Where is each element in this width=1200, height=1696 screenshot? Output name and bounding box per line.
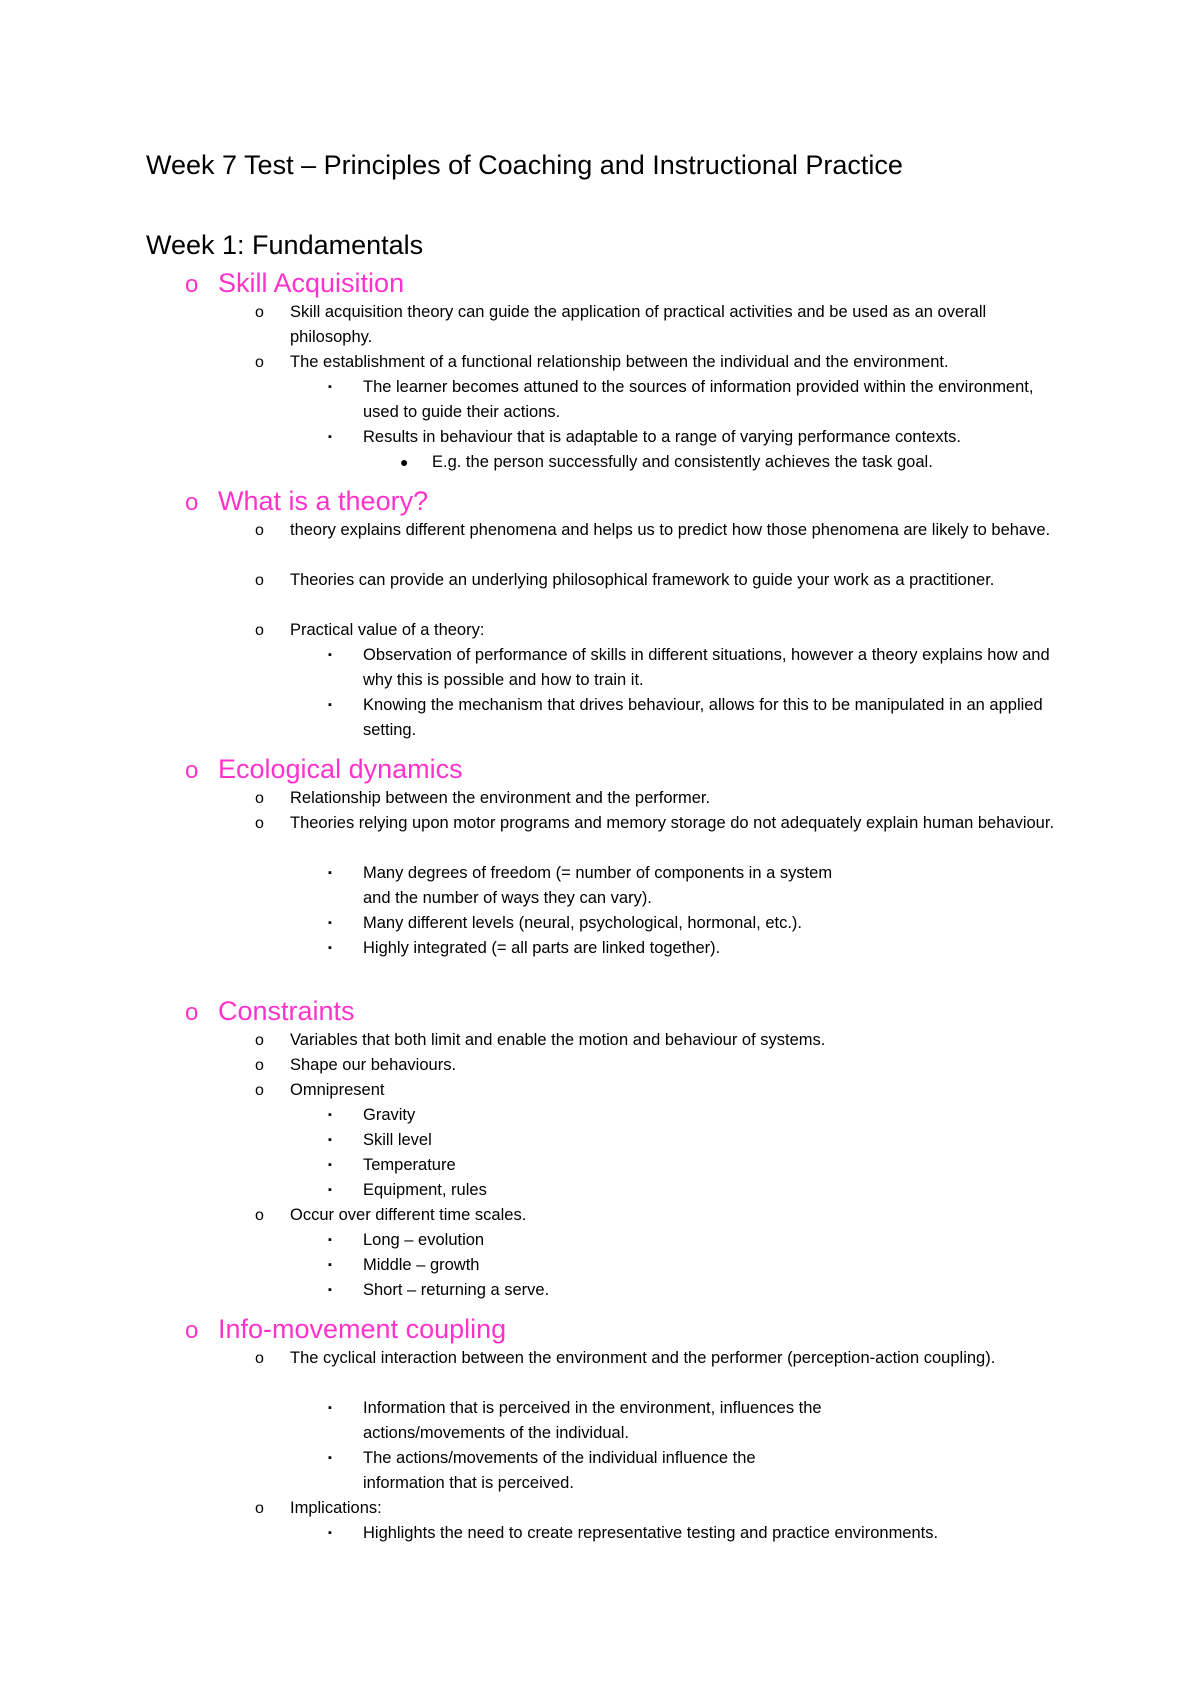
square-bullet-icon: ▪ [328,1259,332,1271]
list-item [0,1396,1200,1446]
item-text: Relationship between the environment and the performer. [290,789,711,807]
square-bullet-icon: ▪ [328,699,332,711]
section-heading [0,484,1200,518]
section-skill-acquisition [0,266,1200,475]
item-text: The establishment of a functional relationship between the individual and the environment. [290,353,949,371]
item-text: Many degrees of freedom (= number of components in a system and the number of ways they can vary). [363,864,833,907]
hollow-bullet-icon: o [255,572,264,589]
item-text: Highlights the need to create representative testing and practice environments. [363,1524,939,1542]
item-text: Implications: [290,1499,382,1517]
item-text: Variables that both limit and enable the motion and behaviour of systems. [290,1031,826,1049]
item-text: E.g. the person successfully and consistently achieves the task goal. [432,453,933,471]
square-bullet-icon: ▪ [328,381,332,393]
square-bullet-icon: ▪ [328,649,332,661]
hollow-bullet-icon: o [255,304,264,321]
list-item [0,375,1200,425]
item-text: Occur over different time scales. [290,1206,527,1224]
list-item [0,811,1200,861]
hollow-bullet-icon: o [255,1207,264,1224]
hollow-bullet-icon: o [255,1082,264,1099]
item-text: Highly integrated (= all parts are linked together). [363,939,721,957]
section-what-is-a-theory [0,484,1200,743]
square-bullet-icon: ▪ [328,1527,332,1539]
list-item [0,1128,1200,1153]
item-text: Information that is perceived in the environment, influences the actions/movements of the individual. [363,1399,822,1442]
section-heading [0,1312,1200,1346]
item-text: Equipment, rules [363,1181,487,1199]
list-item [0,786,1200,811]
section-heading [0,994,1200,1028]
week-heading: Week 1: Fundamentals [146,230,424,260]
list-item [0,568,1200,618]
list-item [0,1153,1200,1178]
square-bullet-icon: ▪ [328,1109,332,1121]
list-item [0,350,1200,375]
list-item [0,1496,1200,1521]
section-bullet-icon: o [185,489,199,516]
square-bullet-icon: ▪ [328,942,332,954]
item-text: Middle – growth [363,1256,480,1274]
hollow-bullet-icon: o [255,1032,264,1049]
section-constraints [0,994,1200,1303]
item-text: Theories can provide an underlying philosophical framework to guide your work as a practitioner. [290,571,995,589]
hollow-bullet-icon: o [255,522,264,539]
item-text: Skill acquisition theory can guide the application of practical activities and be used as an overall philosophy. [290,303,987,346]
section-title: Constraints [218,996,355,1026]
hollow-bullet-icon: o [255,790,264,807]
item-text: Skill level [363,1131,432,1149]
item-text: Temperature [363,1156,456,1174]
round-bullet-icon: ● [400,454,409,470]
square-bullet-icon: ▪ [328,1184,332,1196]
list-item [0,450,1200,475]
list-item [0,1446,1200,1496]
square-bullet-icon: ▪ [328,917,332,929]
item-text: The cyclical interaction between the environment and the performer (perception-action coupling). [290,1349,996,1367]
hollow-bullet-icon: o [255,1057,264,1074]
list-item [0,1103,1200,1128]
list-item [0,1278,1200,1303]
document-title: Week 7 Test – Principles of Coaching and Instructional Practice [146,150,903,180]
item-text: Omnipresent [290,1081,385,1099]
hollow-bullet-icon: o [255,815,264,832]
list-item [0,1346,1200,1396]
square-bullet-icon: ▪ [328,1452,332,1464]
section-bullet-icon: o [185,999,199,1026]
item-text: Results in behaviour that is adaptable to a range of varying performance contexts. [363,428,962,446]
section-bullet-icon: o [185,271,199,298]
square-bullet-icon: ▪ [328,1284,332,1296]
item-text: The learner becomes attuned to the sources of information provided within the environment, used to guide their actions. [363,378,1034,421]
list-item [0,911,1200,936]
item-text: Many different levels (neural, psychological, hormonal, etc.). [363,914,802,932]
square-bullet-icon: ▪ [328,431,332,443]
list-item [0,300,1200,350]
list-item [0,936,1200,961]
item-text: Theories relying upon motor programs and memory storage do not adequately explain human behaviour. [290,814,1055,832]
hollow-bullet-icon: o [255,622,264,639]
section-title: What is a theory? [218,486,429,516]
hollow-bullet-icon: o [255,354,264,371]
list-item [0,1028,1200,1053]
list-item [0,1203,1200,1228]
section-ecological-dynamics [0,752,1200,961]
item-text: Observation of performance of skills in different situations, however a theory explains how and why this is possible and how to train it. [363,646,1050,689]
section-bullet-icon: o [185,757,199,784]
item-text: Short – returning a serve. [363,1281,550,1299]
section-title: Skill Acquisition [218,268,405,298]
section-heading [0,266,1200,300]
list-item [0,861,1200,911]
item-text: Shape our behaviours. [290,1056,457,1074]
list-item [0,1521,1200,1546]
item-text: theory explains different phenomena and helps us to predict how those phenomena are likely to behave. [290,521,1051,539]
item-text: The actions/movements of the individual influence the information that is perceived. [363,1449,756,1492]
list-item [0,1178,1200,1203]
section-heading [0,752,1200,786]
item-text: Knowing the mechanism that drives behaviour, allows for this to be manipulated in an applied setting. [363,696,1043,739]
list-item [0,1228,1200,1253]
list-item [0,618,1200,643]
list-item [0,1253,1200,1278]
hollow-bullet-icon: o [255,1350,264,1367]
item-text: Gravity [363,1106,416,1124]
section-info-movement-coupling [0,1312,1200,1546]
section-title: Info-movement coupling [218,1314,507,1344]
square-bullet-icon: ▪ [328,1234,332,1246]
list-item [0,518,1200,568]
list-item [0,425,1200,450]
hollow-bullet-icon: o [255,1500,264,1517]
list-item [0,1053,1200,1078]
item-text: Practical value of a theory: [290,621,485,639]
section-title: Ecological dynamics [218,754,463,784]
square-bullet-icon: ▪ [328,1159,332,1171]
square-bullet-icon: ▪ [328,1134,332,1146]
section-bullet-icon: o [185,1317,199,1344]
square-bullet-icon: ▪ [328,1402,332,1414]
square-bullet-icon: ▪ [328,867,332,879]
list-item [0,1078,1200,1103]
item-text: Long – evolution [363,1231,485,1249]
list-item [0,693,1200,743]
list-item [0,643,1200,693]
